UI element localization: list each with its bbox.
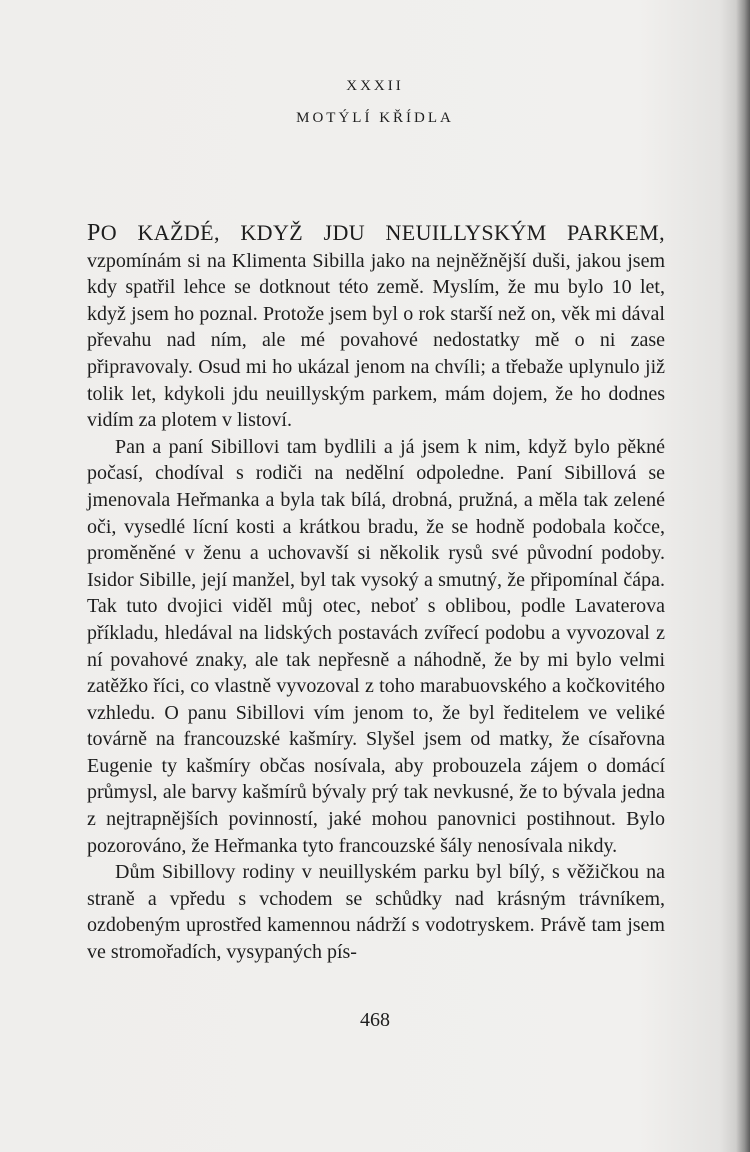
chapter-number: XXXII [346,78,404,94]
page-edge-shadow [736,0,750,1152]
paragraph-1 [87,220,665,434]
paragraph-1-text: vzpomínám si na Klimenta Sibilla jako na nejněžnější duši, jakou jsem kdy spatřil lehce se dotknout této země. Myslím, že mu bylo 10 let, když jsem ho poznal. Protože jsem byl o rok starší než on, věk mi dával převahu nad ním, ale mé povahové nedostatky mě o ni zase připravovaly. Osud mi ho ukázal jenom na chvíli; a třebaže uplynulo již tolik let, kdykoli jdu neuillyským parkem, mám dojem, že ho dodnes vidím za plotem v listoví. [87,249,665,432]
paragraph-2: Pan a paní Sibillovi tam bydlili a já jsem k nim, když bylo pěkné počasí, chodíval s rodiči na nedělní odpoledne. Paní Sibillová se jmenovala Heřmanka a byla tak bílá, drobná, pružná, a měla tak zelené oči, vysedlé lícní kosti a krátkou bradu, že se hodně podobala kočce, proměněné v ženu a uchovavší si několik rysů své původní podoby. Isidor Sibille, její manžel, byl tak vysoký a smutný, že připomínal čápa. Tak tuto dvojici viděl můj otec, neboť s oblibou, podle Lavaterova příkladu, hledával na lidských postavách zvířecí podobu a vyvozoval z ní povahové znaky, ale tak nepřesně a náhodně, že by mi bylo velmi zatěžko říci, co vlastně vyvozoval z toho marabuovského a kočkovitého vzhledu. O panu Sibillovi vím jenom to, že byl ředitelem ve veliké továrně na francouzské kašmíry. Slyšel jsem od matky, že císařovna Eugenie ty kašmíry občas nosívala, aby probouzela zájem o domácí průmysl, ale barvy kašmírů bývaly prý tak nevkusné, že to bývala jedna z nejtrapnějších povinností, jaké mohou panovnici postihnout. Bylo pozorováno, že Heřmanka tyto francouzské šály nenosívala nikdy. [87,435,665,857]
page-number: 468 [360,1009,390,1031]
paragraph-3: Dům Sibillovy rodiny v neuillyském parku byl bílý, s věžičkou na straně a vpředu s vchodem se schůdky nad krásným trávníkem, ozdobeným uprostřed kamennou nádrží s vodotryskem. Právě tam jsem ve stromořadích, vysypaných pís- [87,861,665,964]
lead-in-capital: P [87,220,101,246]
chapter-title: MOTÝLÍ KŘÍDLA [296,110,454,126]
lead-in [87,220,665,245]
lead-in-small-caps: O KAŽDÉ, KDYŽ JDU NEUILLYSKÝM PARKEM, [100,220,665,245]
body-text [87,220,665,966]
